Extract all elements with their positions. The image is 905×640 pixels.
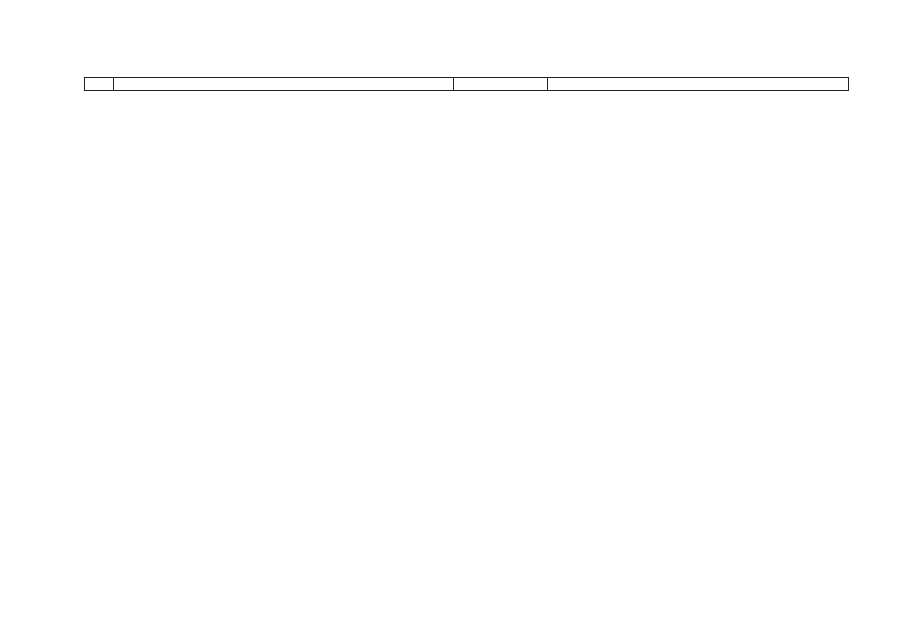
header-col-2 xyxy=(114,78,454,91)
table-header-row xyxy=(85,78,849,91)
header-col-1 xyxy=(85,78,114,91)
header-col-4 xyxy=(548,78,849,91)
header-col-3 xyxy=(454,78,548,91)
measures-table xyxy=(84,77,849,91)
